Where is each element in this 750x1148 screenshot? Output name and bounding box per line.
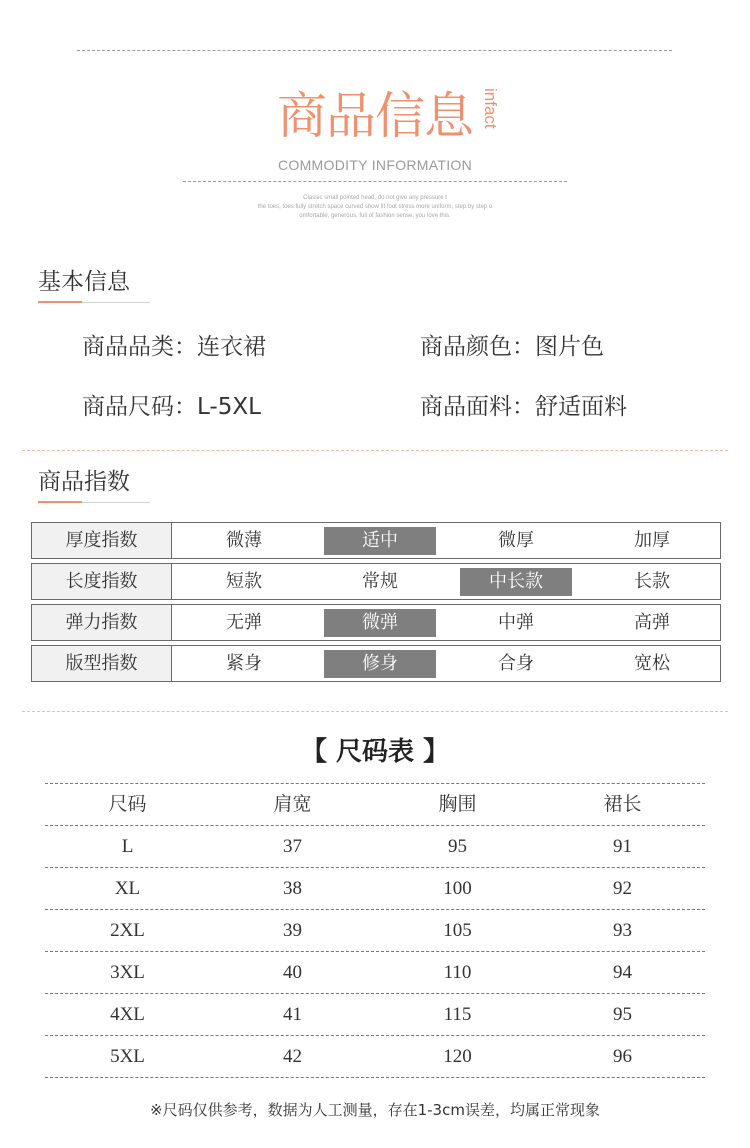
index-option: [176, 646, 312, 681]
info-fabric: [420, 393, 627, 421]
index-option-label: 宽松: [634, 652, 670, 674]
index-option: [312, 564, 448, 599]
index-option: [448, 523, 584, 558]
index-row: [31, 522, 721, 559]
table-cell: 91: [613, 836, 632, 857]
index-option: [176, 564, 312, 599]
index-option-label: 无弹: [226, 611, 262, 633]
info-value: L-5XL: [197, 394, 261, 420]
table-row: [45, 868, 705, 910]
table-cell: 110: [443, 962, 472, 983]
table-header-cell: 肩宽: [273, 794, 312, 815]
section-title-basic-info: 基本信息: [38, 269, 130, 295]
info-label: 商品尺码：: [82, 394, 197, 420]
info-value: 舒适面料: [535, 394, 627, 420]
table-row: [45, 910, 705, 952]
index-options: [172, 605, 720, 640]
index-option-label: 微薄: [226, 529, 262, 551]
subtitle-divider: [183, 181, 567, 182]
index-option: [312, 523, 448, 558]
index-label: 弹力指数: [32, 605, 172, 640]
index-option-label: 适中: [324, 527, 436, 555]
index-option: [448, 646, 584, 681]
section-divider: [22, 711, 728, 712]
section-underline-accent: [38, 501, 82, 503]
table-cell: 40: [283, 962, 302, 983]
index-option: [176, 523, 312, 558]
table-row: [45, 1036, 705, 1078]
page-title: 商品信息: [277, 87, 473, 145]
blurb: [0, 194, 750, 221]
table-cell: 41: [283, 1004, 302, 1025]
index-option-label: 修身: [324, 650, 436, 678]
index-option: [312, 605, 448, 640]
info-size: [82, 393, 261, 421]
size-chart-title: 【 尺码表 】: [300, 737, 450, 767]
index-option-label: 常规: [362, 570, 398, 592]
index-row: [31, 645, 721, 682]
index-option-label: 微厚: [498, 529, 534, 551]
table-header-cell: 裙长: [603, 794, 642, 815]
table-cell: 38: [283, 878, 302, 899]
table-cell: 105: [443, 920, 472, 941]
index-row: [31, 563, 721, 600]
table-cell: L: [121, 836, 134, 857]
table-cell: 42: [283, 1046, 302, 1067]
info-value: 图片色: [535, 334, 604, 360]
table-cell: 120: [443, 1046, 472, 1067]
table-row: [45, 826, 705, 868]
table-cell: 3XL: [110, 962, 145, 983]
info-label: 商品面料：: [420, 394, 535, 420]
index-option: [584, 646, 720, 681]
index-option-label: 高弹: [634, 611, 670, 633]
index-label: 厚度指数: [32, 523, 172, 558]
index-option-label: 短款: [226, 570, 262, 592]
table-cell: 5XL: [110, 1046, 145, 1067]
blurb-line: the toes, toes fully stretch space curved show fit foot stress more uniform, step by step o: [257, 204, 493, 210]
index-option: [448, 564, 584, 599]
index-option-label: 加厚: [634, 529, 670, 551]
index-option: [584, 523, 720, 558]
size-note: ※尺码仅供参考，数据为人工测量，存在1-3cm误差，均属正常现象: [150, 1101, 600, 1119]
index-option-label: 中长款: [460, 568, 572, 596]
index-option: [312, 646, 448, 681]
index-label: 版型指数: [32, 646, 172, 681]
title-side-text: infact: [481, 88, 500, 129]
table-cell: 93: [613, 920, 632, 941]
index-option: [448, 605, 584, 640]
index-option-label: 微弹: [324, 609, 436, 637]
table-cell: 96: [613, 1046, 632, 1067]
info-label: 商品品类：: [82, 334, 197, 360]
index-option: [176, 605, 312, 640]
table-cell: 39: [283, 920, 302, 941]
table-cell: 2XL: [110, 920, 145, 941]
table-row: [45, 952, 705, 994]
table-header-row: [45, 784, 705, 826]
index-option-label: 紧身: [226, 652, 262, 674]
index-option: [584, 564, 720, 599]
index-options: [172, 523, 720, 558]
table-cell: 94: [613, 962, 632, 983]
table-cell: 95: [613, 1004, 632, 1025]
table-cell: XL: [114, 878, 141, 899]
index-row: [31, 604, 721, 641]
index-option-label: 中弹: [498, 611, 534, 633]
index-options: [172, 646, 720, 681]
table-cell: 115: [443, 1004, 472, 1025]
index-option-label: 合身: [498, 652, 534, 674]
table-cell: 95: [448, 836, 467, 857]
table-row: [45, 994, 705, 1036]
index-option-label: 长款: [634, 570, 670, 592]
blurb-line: Classic small pointed head, do not give any pressure t: [303, 195, 447, 201]
info-color: [420, 333, 604, 361]
table-cell: 4XL: [110, 1004, 145, 1025]
section-divider: [22, 450, 728, 451]
table-cell: 37: [283, 836, 302, 857]
table-header-cell: 尺码: [108, 794, 147, 815]
section-title-index: 商品指数: [38, 469, 130, 495]
table-cell: 100: [443, 878, 472, 899]
info-label: 商品颜色：: [420, 334, 535, 360]
page-subtitle: COMMODITY INFORMATION: [278, 157, 472, 173]
info-value: 连衣裙: [197, 334, 266, 360]
info-category: [82, 333, 266, 361]
index-options: [172, 564, 720, 599]
blurb-line: omfortable, generous, full of fashion sense, you love this.: [299, 213, 451, 219]
table-header-cell: 胸围: [438, 794, 477, 815]
size-table: [45, 783, 705, 1078]
table-cell: 92: [613, 878, 632, 899]
index-option: [584, 605, 720, 640]
top-divider: [77, 50, 672, 51]
index-label: 长度指数: [32, 564, 172, 599]
section-underline-accent: [38, 301, 82, 303]
